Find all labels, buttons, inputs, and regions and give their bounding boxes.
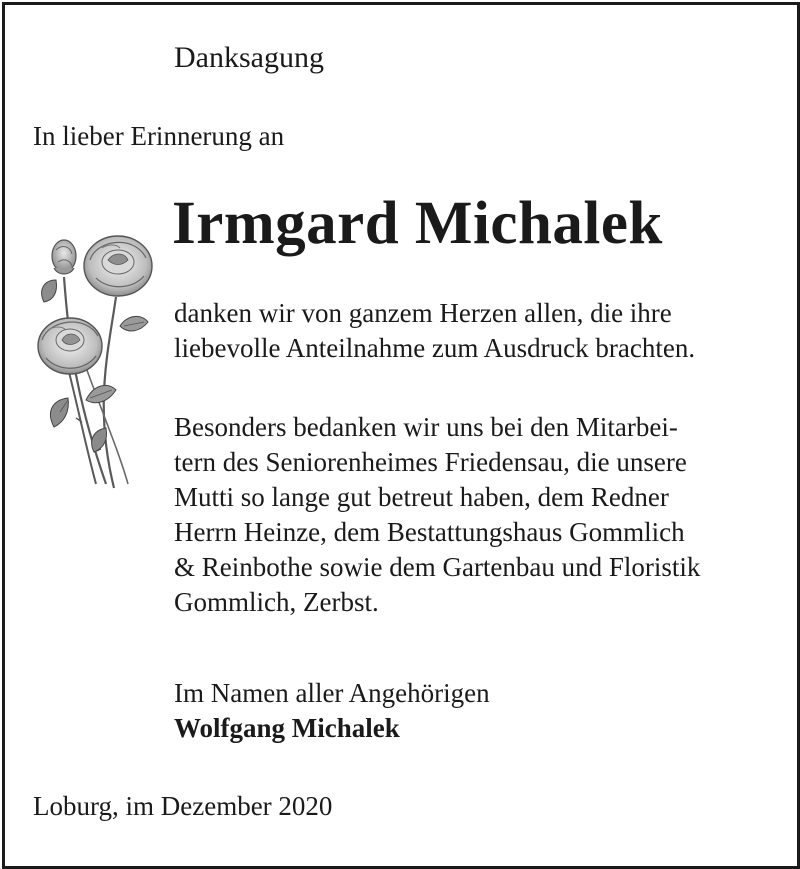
paragraph-line: Mutti so lange gut betreut haben, dem Redner xyxy=(174,482,669,512)
signatory-name: Wolfgang Michalek xyxy=(174,713,400,743)
roses-icon xyxy=(24,222,164,497)
thanks-paragraph xyxy=(174,296,695,366)
paragraph-line: Besonders bedanken wir uns bei den Mitarbei- xyxy=(174,412,678,442)
paragraph-line: tern des Seniorenheimes Friedensau, die unsere xyxy=(174,447,687,477)
signoff-line: Im Namen aller Angehörigen xyxy=(174,678,490,708)
signature-block xyxy=(174,676,490,746)
special-thanks-paragraph xyxy=(174,410,700,620)
deceased-name: Irmgard Michalek xyxy=(172,190,663,257)
paragraph-line: danken wir von ganzem Herzen allen, die ihre xyxy=(174,298,672,328)
paragraph-line: & Reinbothe sowie dem Gartenbau und Floristik xyxy=(174,552,701,582)
notice-heading: Danksagung xyxy=(174,41,324,74)
place-date: Loburg, im Dezember 2020 xyxy=(33,791,333,821)
paragraph-line: Herrn Heinze, dem Bestattungshaus Gommlich xyxy=(174,517,685,547)
paragraph-line: liebevolle Anteilnahme zum Ausdruck brachten. xyxy=(174,333,696,363)
intro-text: In lieber Erinnerung an xyxy=(33,121,285,151)
paragraph-line: Gommlich, Zerbst. xyxy=(174,587,379,617)
